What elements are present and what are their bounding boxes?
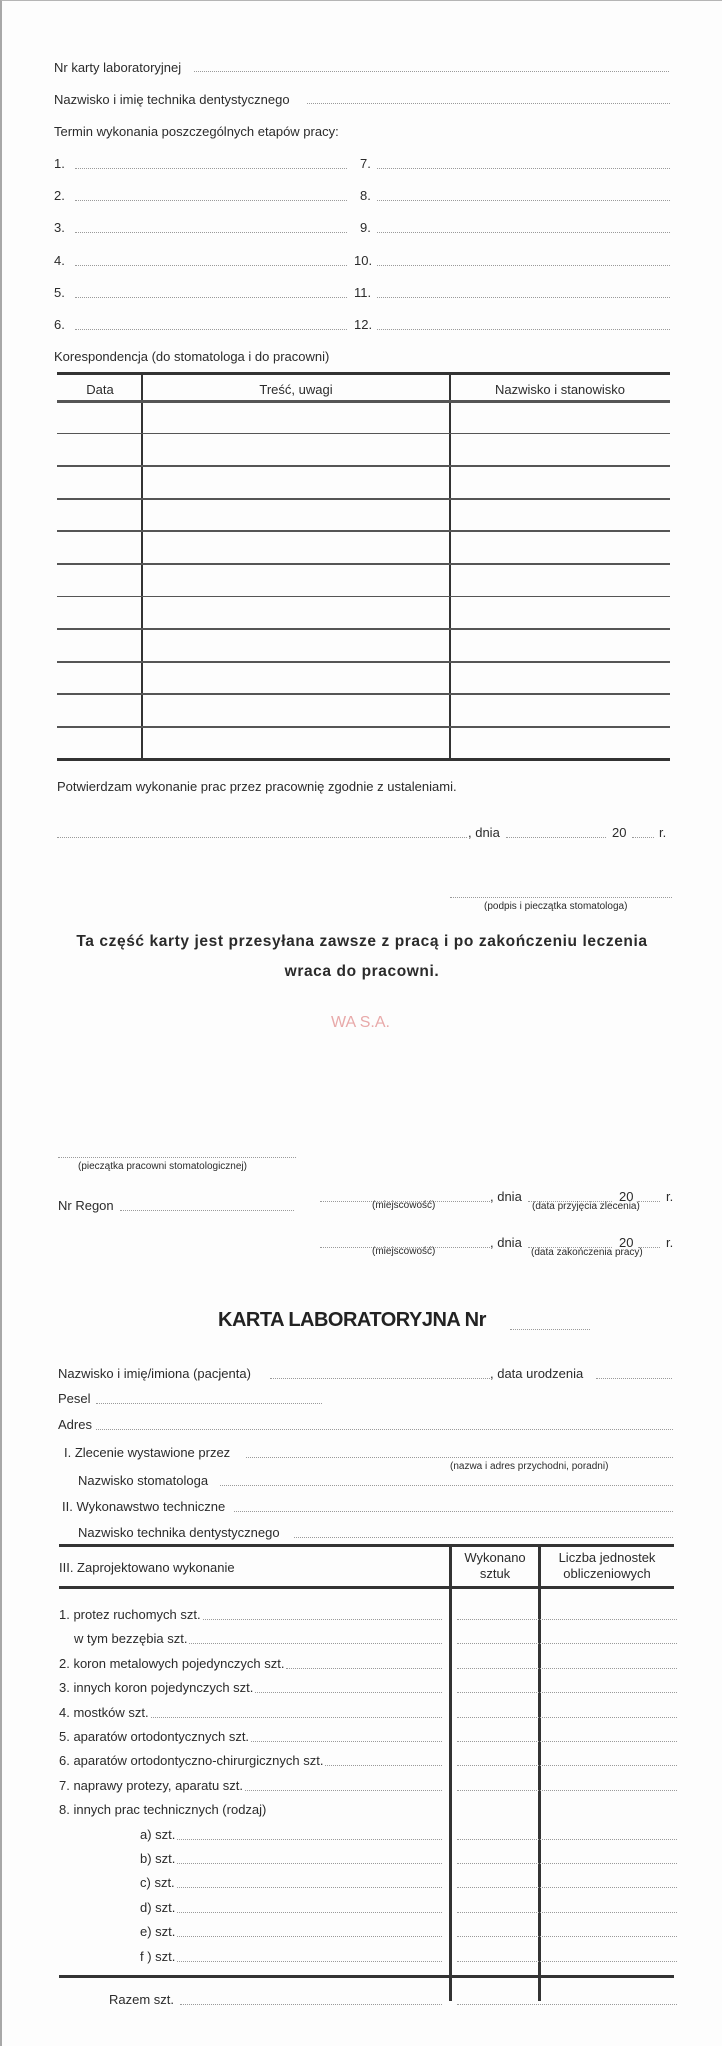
stomatolog-label: Nazwisko stomatologa <box>78 1473 209 1488</box>
term-label: 12. <box>354 317 373 332</box>
place-caption-2: (miejscowość) <box>372 1246 436 1257</box>
col-header-nazwisko: Nazwisko i stanowisko <box>494 382 626 397</box>
confirmation-place-field[interactable] <box>57 837 467 838</box>
cell-nazwisko[interactable] <box>452 729 670 757</box>
work-row-count-field[interactable] <box>177 1863 442 1864</box>
work-row-label: b) szt. <box>140 1851 176 1866</box>
term-label: 8. <box>360 188 371 204</box>
notice-line-1: Ta część karty jest przesyłana zawsze z pracą i po zakończeniu leczenia <box>76 933 648 950</box>
work-row-units-field[interactable] <box>457 1839 677 1840</box>
cell-data[interactable] <box>58 631 141 659</box>
cell-data[interactable] <box>58 533 141 561</box>
table-row-divider <box>57 433 670 435</box>
term-field[interactable] <box>75 232 347 233</box>
nr-karty-field[interactable] <box>194 71 669 72</box>
zlecenie-caption: (nazwa i adres przychodni, poradni) <box>450 1461 609 1472</box>
work-header-main: III. Zaprojektowano wykonanie <box>59 1560 235 1575</box>
work-row-label: 8. innych prac technicznych (rodzaj) <box>59 1802 267 1818</box>
cell-data[interactable] <box>58 599 141 627</box>
patient-label: Nazwisko i imię/imiona (pacjenta) <box>58 1366 251 1381</box>
work-table-top-border <box>59 1544 674 1547</box>
work-row-label: f ) szt. <box>140 1948 176 1964</box>
work-row-units-field[interactable] <box>457 1765 677 1766</box>
technik-name-field[interactable] <box>294 1537 673 1538</box>
cell-nazwisko[interactable] <box>452 501 670 529</box>
table-row-divider <box>57 661 670 663</box>
cell-data[interactable] <box>58 403 141 431</box>
cell-tresc[interactable] <box>144 729 448 757</box>
work-row-count-field[interactable] <box>251 1741 442 1742</box>
col-header-tresc: Treść, uwagi <box>259 382 333 397</box>
table-row-divider <box>57 726 670 728</box>
work-row-units-field[interactable] <box>457 1790 677 1791</box>
work-row-count-field[interactable] <box>325 1765 442 1766</box>
term-label: 7. <box>360 156 371 171</box>
work-row-label: 6. aparatów ortodontyczno-chirurgicznych szt. <box>59 1753 324 1769</box>
work-row-count-field[interactable] <box>203 1619 442 1620</box>
cell-nazwisko[interactable] <box>452 436 670 464</box>
table-row-divider <box>57 596 670 598</box>
lab-stamp-caption: (pieczątka pracowni stomatologicznej) <box>78 1161 247 1172</box>
work-row-label: 5. aparatów ortodontycznych szt. <box>59 1729 250 1744</box>
place-caption-1: (miejscowość) <box>372 1200 436 1211</box>
work-row-count-field[interactable] <box>177 1887 442 1888</box>
work-row-count-field[interactable] <box>177 1961 442 1962</box>
cell-tresc[interactable] <box>144 436 448 464</box>
table-top-border <box>57 372 670 375</box>
cell-nazwisko[interactable] <box>452 664 670 692</box>
karta-title: KARTA LABORATORYJNA Nr <box>218 1309 486 1331</box>
work-row-units-field[interactable] <box>457 1863 677 1864</box>
confirmation-year-field[interactable] <box>632 837 654 838</box>
table-row-divider <box>57 465 670 467</box>
cell-data[interactable] <box>58 696 141 724</box>
cell-nazwisko[interactable] <box>452 566 670 594</box>
work-row-label: 7. naprawy protezy, aparatu szt. <box>59 1777 244 1793</box>
nr-karty-label: Nr karty laboratoryjnej <box>54 60 182 75</box>
total-field[interactable] <box>180 2004 442 2005</box>
cell-data[interactable] <box>58 501 141 529</box>
term-label: 1. <box>54 156 65 171</box>
cell-data[interactable] <box>58 729 141 757</box>
stomatolog-field[interactable] <box>220 1485 673 1486</box>
adres-label: Adres <box>58 1417 92 1432</box>
table-row-divider <box>57 563 670 565</box>
date-caption-1: (data przyjęcia zlecenia) <box>532 1201 640 1212</box>
term-field[interactable] <box>75 265 347 266</box>
confirmation-date-field[interactable] <box>506 837 606 838</box>
header-col2-line1: Wykonano <box>464 1550 526 1565</box>
work-row-units-field[interactable] <box>457 1717 677 1718</box>
header-col3-line2: obliczeniowych <box>563 1566 651 1581</box>
term-field[interactable] <box>75 168 347 169</box>
confirmation-year-prefix: 20 <box>612 825 627 840</box>
cell-tresc[interactable] <box>144 403 448 431</box>
termin-label: Termin wykonania poszczególnych etapów pracy: <box>54 124 339 139</box>
year-field-1[interactable] <box>638 1201 660 1202</box>
total-value-field[interactable] <box>457 2004 677 2005</box>
work-row-label: a) szt. <box>140 1826 176 1842</box>
term-field[interactable] <box>377 329 670 330</box>
term-field[interactable] <box>75 329 347 330</box>
total-label: Razem szt. <box>109 1992 175 2007</box>
cell-tresc[interactable] <box>144 696 448 724</box>
confirmation-dnia: , dnia <box>468 825 500 840</box>
cell-tresc[interactable] <box>144 533 448 561</box>
term-field[interactable] <box>377 232 670 233</box>
work-row-units-field[interactable] <box>457 1668 677 1669</box>
header-col3-line1: Liczba jednostek <box>558 1550 656 1565</box>
work-row-label: 3. innych koron pojedynczych szt. <box>59 1680 254 1696</box>
karta-number-field[interactable] <box>510 1329 590 1330</box>
work-row-count-field[interactable] <box>177 1839 442 1840</box>
term-label: 6. <box>54 317 65 332</box>
regon-label: Nr Regon <box>58 1198 114 1213</box>
work-row-label: 2. koron metalowych pojedynczych szt. <box>59 1655 285 1671</box>
cell-nazwisko[interactable] <box>452 403 670 431</box>
col-header-data: Data <box>86 382 114 397</box>
patient-field[interactable] <box>270 1378 490 1379</box>
cell-tresc[interactable] <box>144 599 448 627</box>
year-suffix-2: r. <box>666 1235 674 1250</box>
term-field[interactable] <box>377 265 670 266</box>
watermark: WA S.A. <box>331 1014 390 1031</box>
birth-field[interactable] <box>596 1378 672 1379</box>
pesel-field[interactable] <box>96 1403 322 1404</box>
pesel-label: Pesel <box>58 1391 91 1406</box>
cell-tresc[interactable] <box>144 664 448 692</box>
term-label: 11. <box>354 284 372 300</box>
wykonawstwo-label: II. Wykonawstwo techniczne <box>62 1499 226 1514</box>
work-row-label: e) szt. <box>140 1924 176 1940</box>
cell-nazwisko[interactable] <box>452 468 670 496</box>
signature-caption: (podpis i pieczątka stomatologa) <box>484 901 628 912</box>
year-prefix-1: 20 <box>619 1189 634 1204</box>
table-row-divider <box>57 498 670 500</box>
work-row-count-field[interactable] <box>286 1668 442 1669</box>
work-header-wykonano <box>451 1550 539 1582</box>
technik-name-label: Nazwisko technika dentystycznego <box>78 1525 280 1540</box>
term-field[interactable] <box>75 297 347 298</box>
work-col-divider-2 <box>538 1546 541 2001</box>
signature-field[interactable] <box>450 897 672 898</box>
work-row-label: c) szt. <box>140 1875 175 1891</box>
confirmation-text: Potwierdzam wykonanie prac przez pracownię zgodnie z ustaleniami. <box>57 779 457 794</box>
lab-stamp-field[interactable] <box>58 1157 296 1158</box>
wykonawstwo-field[interactable] <box>234 1511 673 1512</box>
work-header-liczba <box>540 1550 674 1582</box>
work-row-units-field[interactable] <box>457 1643 677 1644</box>
table-row-divider <box>57 530 670 532</box>
technik-label: Nazwisko i imię technika dentystycznego <box>54 92 290 107</box>
term-label: 10. <box>354 252 373 268</box>
work-row-label: 1. protez ruchomych szt. <box>59 1607 201 1622</box>
zlecenie-field[interactable] <box>246 1457 673 1458</box>
cell-tresc[interactable] <box>144 566 448 594</box>
cell-nazwisko[interactable] <box>452 696 670 724</box>
work-row-label: d) szt. <box>140 1899 176 1915</box>
cell-tresc[interactable] <box>144 468 448 496</box>
work-col-divider-1 <box>449 1546 452 2001</box>
work-row-units-field[interactable] <box>457 1741 677 1742</box>
table-row-divider <box>57 693 670 695</box>
work-row-units-field[interactable] <box>457 1887 677 1888</box>
term-label: 3. <box>54 220 65 236</box>
birth-label: , data urodzenia <box>490 1366 584 1381</box>
cell-data[interactable] <box>58 664 141 692</box>
cell-nazwisko[interactable] <box>452 533 670 561</box>
work-row-label: w tym bezzębia szt. <box>74 1631 188 1647</box>
cell-nazwisko[interactable] <box>452 599 670 627</box>
year-prefix-2: 20 <box>619 1235 634 1250</box>
header-col2-line2: sztuk <box>479 1566 511 1581</box>
cell-data[interactable] <box>58 566 141 594</box>
confirmation-year-suffix: r. <box>659 825 667 840</box>
term-label: 2. <box>54 188 65 204</box>
date-caption-2: (data zakończenia pracy) <box>531 1247 643 1258</box>
adres-field[interactable] <box>96 1429 673 1430</box>
term-label: 9. <box>360 220 371 236</box>
work-row-units-field[interactable] <box>457 1912 677 1913</box>
cell-tresc[interactable] <box>144 501 448 529</box>
work-row-units-field[interactable] <box>457 1619 677 1620</box>
work-row-count-field[interactable] <box>189 1643 442 1644</box>
work-table-header-border <box>59 1586 674 1589</box>
cell-nazwisko[interactable] <box>452 631 670 659</box>
notice-line-2: wraca do pracowni. <box>284 963 440 980</box>
cell-data[interactable] <box>58 436 141 464</box>
term-field[interactable] <box>377 168 670 169</box>
regon-field[interactable] <box>120 1210 294 1211</box>
zlecenie-label: I. Zlecenie wystawione przez <box>64 1445 231 1460</box>
cell-data[interactable] <box>58 468 141 496</box>
term-label: 4. <box>54 252 65 268</box>
term-field[interactable] <box>377 297 670 298</box>
work-row-count-field[interactable] <box>151 1717 442 1718</box>
term-label: 5. <box>54 284 65 300</box>
work-row-count-field[interactable] <box>255 1692 442 1693</box>
cell-tresc[interactable] <box>144 631 448 659</box>
correspondence-title: Korespondencja (do stomatologa i do pracowni) <box>54 349 330 364</box>
work-row-units-field[interactable] <box>457 1961 677 1962</box>
work-row-count-field[interactable] <box>177 1912 442 1913</box>
table-row-divider <box>57 628 670 630</box>
work-table-total-border <box>59 1975 674 1978</box>
technik-field[interactable] <box>307 103 670 104</box>
work-row-units-field[interactable] <box>457 1692 677 1693</box>
dnia-2: , dnia <box>490 1235 522 1250</box>
table-bottom-border <box>57 758 670 761</box>
work-row-count-field[interactable] <box>245 1790 442 1791</box>
term-field[interactable] <box>377 200 670 201</box>
work-row-label: 4. mostków szt. <box>59 1704 149 1720</box>
work-row-count-field[interactable] <box>177 1936 442 1937</box>
work-row-units-field[interactable] <box>457 1936 677 1937</box>
term-field[interactable] <box>75 200 347 201</box>
year-suffix-1: r. <box>666 1189 674 1204</box>
dnia-1: , dnia <box>490 1189 522 1204</box>
